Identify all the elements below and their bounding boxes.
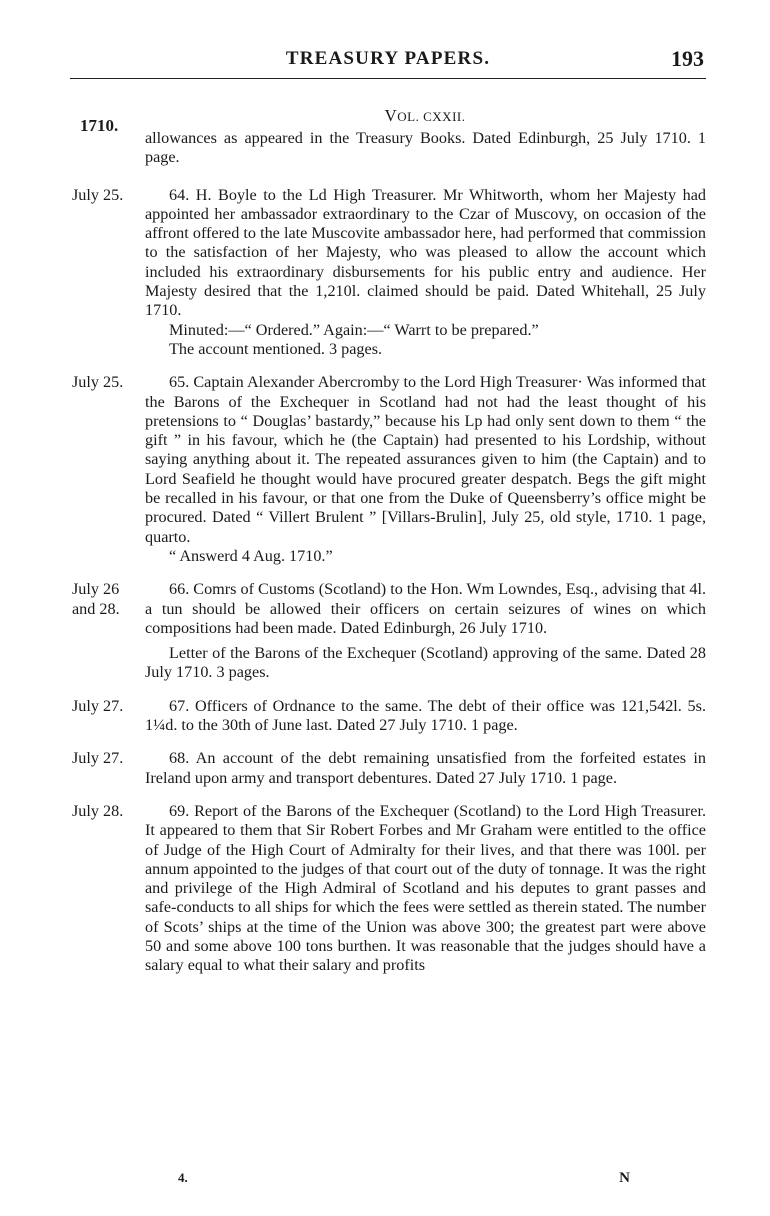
entry — [72, 373, 706, 566]
entry-date: July 26 and 28. — [72, 580, 120, 618]
entry-date — [72, 129, 145, 168]
entry-date: July 25. — [72, 373, 124, 392]
entry-paragraph: 66. Comrs of Customs (Scotland) to the Hon. Wm Lowndes, Esq., advising that 4l. a tun should be allowed their officers on certain seizures of wines on which compositions had been made. Dated Edinburgh, 26 July 1710. — [145, 580, 707, 637]
entry-note: Letter of the Barons of the Exchequer (Scotland) approving of the same. Dated 28 July 1710. 3 pages. — [145, 644, 706, 682]
entry-paragraph: 69. Report of the Barons of the Exchequer (Scotland) to the Lord High Treasurer. It appeared to them that Sir Robert Forbes and Mr Graham were entitled to the office of Judge of the High Court of Admiralty for their lives, and that there was 100l. per annum appointed to the judges of that court out of the duty of tonnage. It was the right and privilege of the High Admiral of Scotland and his deputes to grant passes and safe-conducts to all ships for which the fees were settled as therein stated. The number of Scots’ ships at the time of the Union was above 300; the greatest part were above 50 and some above 100 tons burthen. It was reasonable that the judges should have a salary equal to what their salary and profits — [145, 801, 706, 975]
entry-text — [145, 580, 706, 682]
page-number: 193 — [671, 46, 704, 71]
page-header — [70, 48, 706, 79]
entry — [72, 697, 706, 736]
volume-rest: OL. CXXII. — [397, 109, 466, 124]
entry-note: The account mentioned. 3 pages. — [169, 339, 383, 358]
margin-year: 1710. — [80, 116, 119, 135]
entry-text — [145, 129, 706, 168]
signature-mark: 4. — [178, 1170, 188, 1185]
entry-text — [145, 749, 706, 788]
entry — [72, 580, 706, 682]
entry-date: July 25. — [72, 185, 124, 204]
entry — [72, 129, 706, 168]
entry-date: July 28. — [72, 801, 124, 820]
entry — [72, 802, 706, 976]
entry — [72, 749, 706, 788]
entry-text — [145, 186, 706, 360]
volume-prefix: V — [384, 106, 398, 125]
entry-note: “ Answerd 4 Aug. 1710.” — [169, 546, 333, 565]
running-title: TREASURY PAPERS. — [285, 48, 491, 69]
entry-text — [145, 697, 706, 736]
entry-paragraph: 65. Captain Alexander Abercromby to the Lord High Treasurer· Was informed that the Barons of the Exchequer in Scotland had not had the least thought of his pretensions to “ Douglas’ bastardy,” because his Lp had only sent down to them “ the gift ” in his favour, which he (the Captain) had presented to his Lordship, without saying anything about it. The repeated assurances given to him (the Captain) and to Lord Seafield he thought would have procured greater despatch. Begs the gift might be recalled in his favour, or that one from the Duke of Queensberry’s office might be procured. Dated “ Villert Brulent ” [Villars-Brulin], July 25, old style, 1710. 1 page, quarto. — [145, 373, 706, 546]
entry — [72, 186, 706, 360]
entry-paragraph: 68. An account of the debt remaining unsatisfied from the forfeited estates in Ireland upon army and transport debentures. Dated 27 July 1710. 1 page. — [145, 749, 706, 787]
entry-date: July 27. — [72, 749, 124, 768]
entry-minute: Minuted:—“ Ordered.” Again:—“ Warrt to be prepared.” — [169, 320, 539, 339]
entry-date: July 27. — [72, 696, 124, 715]
entry-paragraph: 67. Officers of Ordnance to the same. The debt of their office was 121,542l. 5s. 1¼d. to the 30th of June last. Dated 27 July 1710. 1 page. — [145, 696, 706, 735]
entry-paragraph: allowances as appeared in the Treasury Books. Dated Edinburgh, 25 July 1710. 1 page. — [145, 129, 706, 167]
entry-paragraph: 64. H. Boyle to the Ld High Treasurer. Mr Whitworth, whom her Majesty had appointed her ambassador extraordinary to the Czar of Muscovy, on occasion of the affront offered to the late Muscovite ambassador here, had performed that commission to the satisfaction of her Majesty, who was pleased to allow the account which included his extraordinary disbursements for his public entry and audience. Her Majesty desired that the 1,210l. claimed should be paid. Dated Whitehall, 25 July 1710. — [145, 185, 706, 320]
entries-list — [72, 129, 706, 990]
signature-letter: N — [619, 1170, 630, 1186]
entry-text — [145, 802, 706, 976]
volume-heading — [145, 106, 705, 126]
entry-text — [145, 373, 706, 566]
